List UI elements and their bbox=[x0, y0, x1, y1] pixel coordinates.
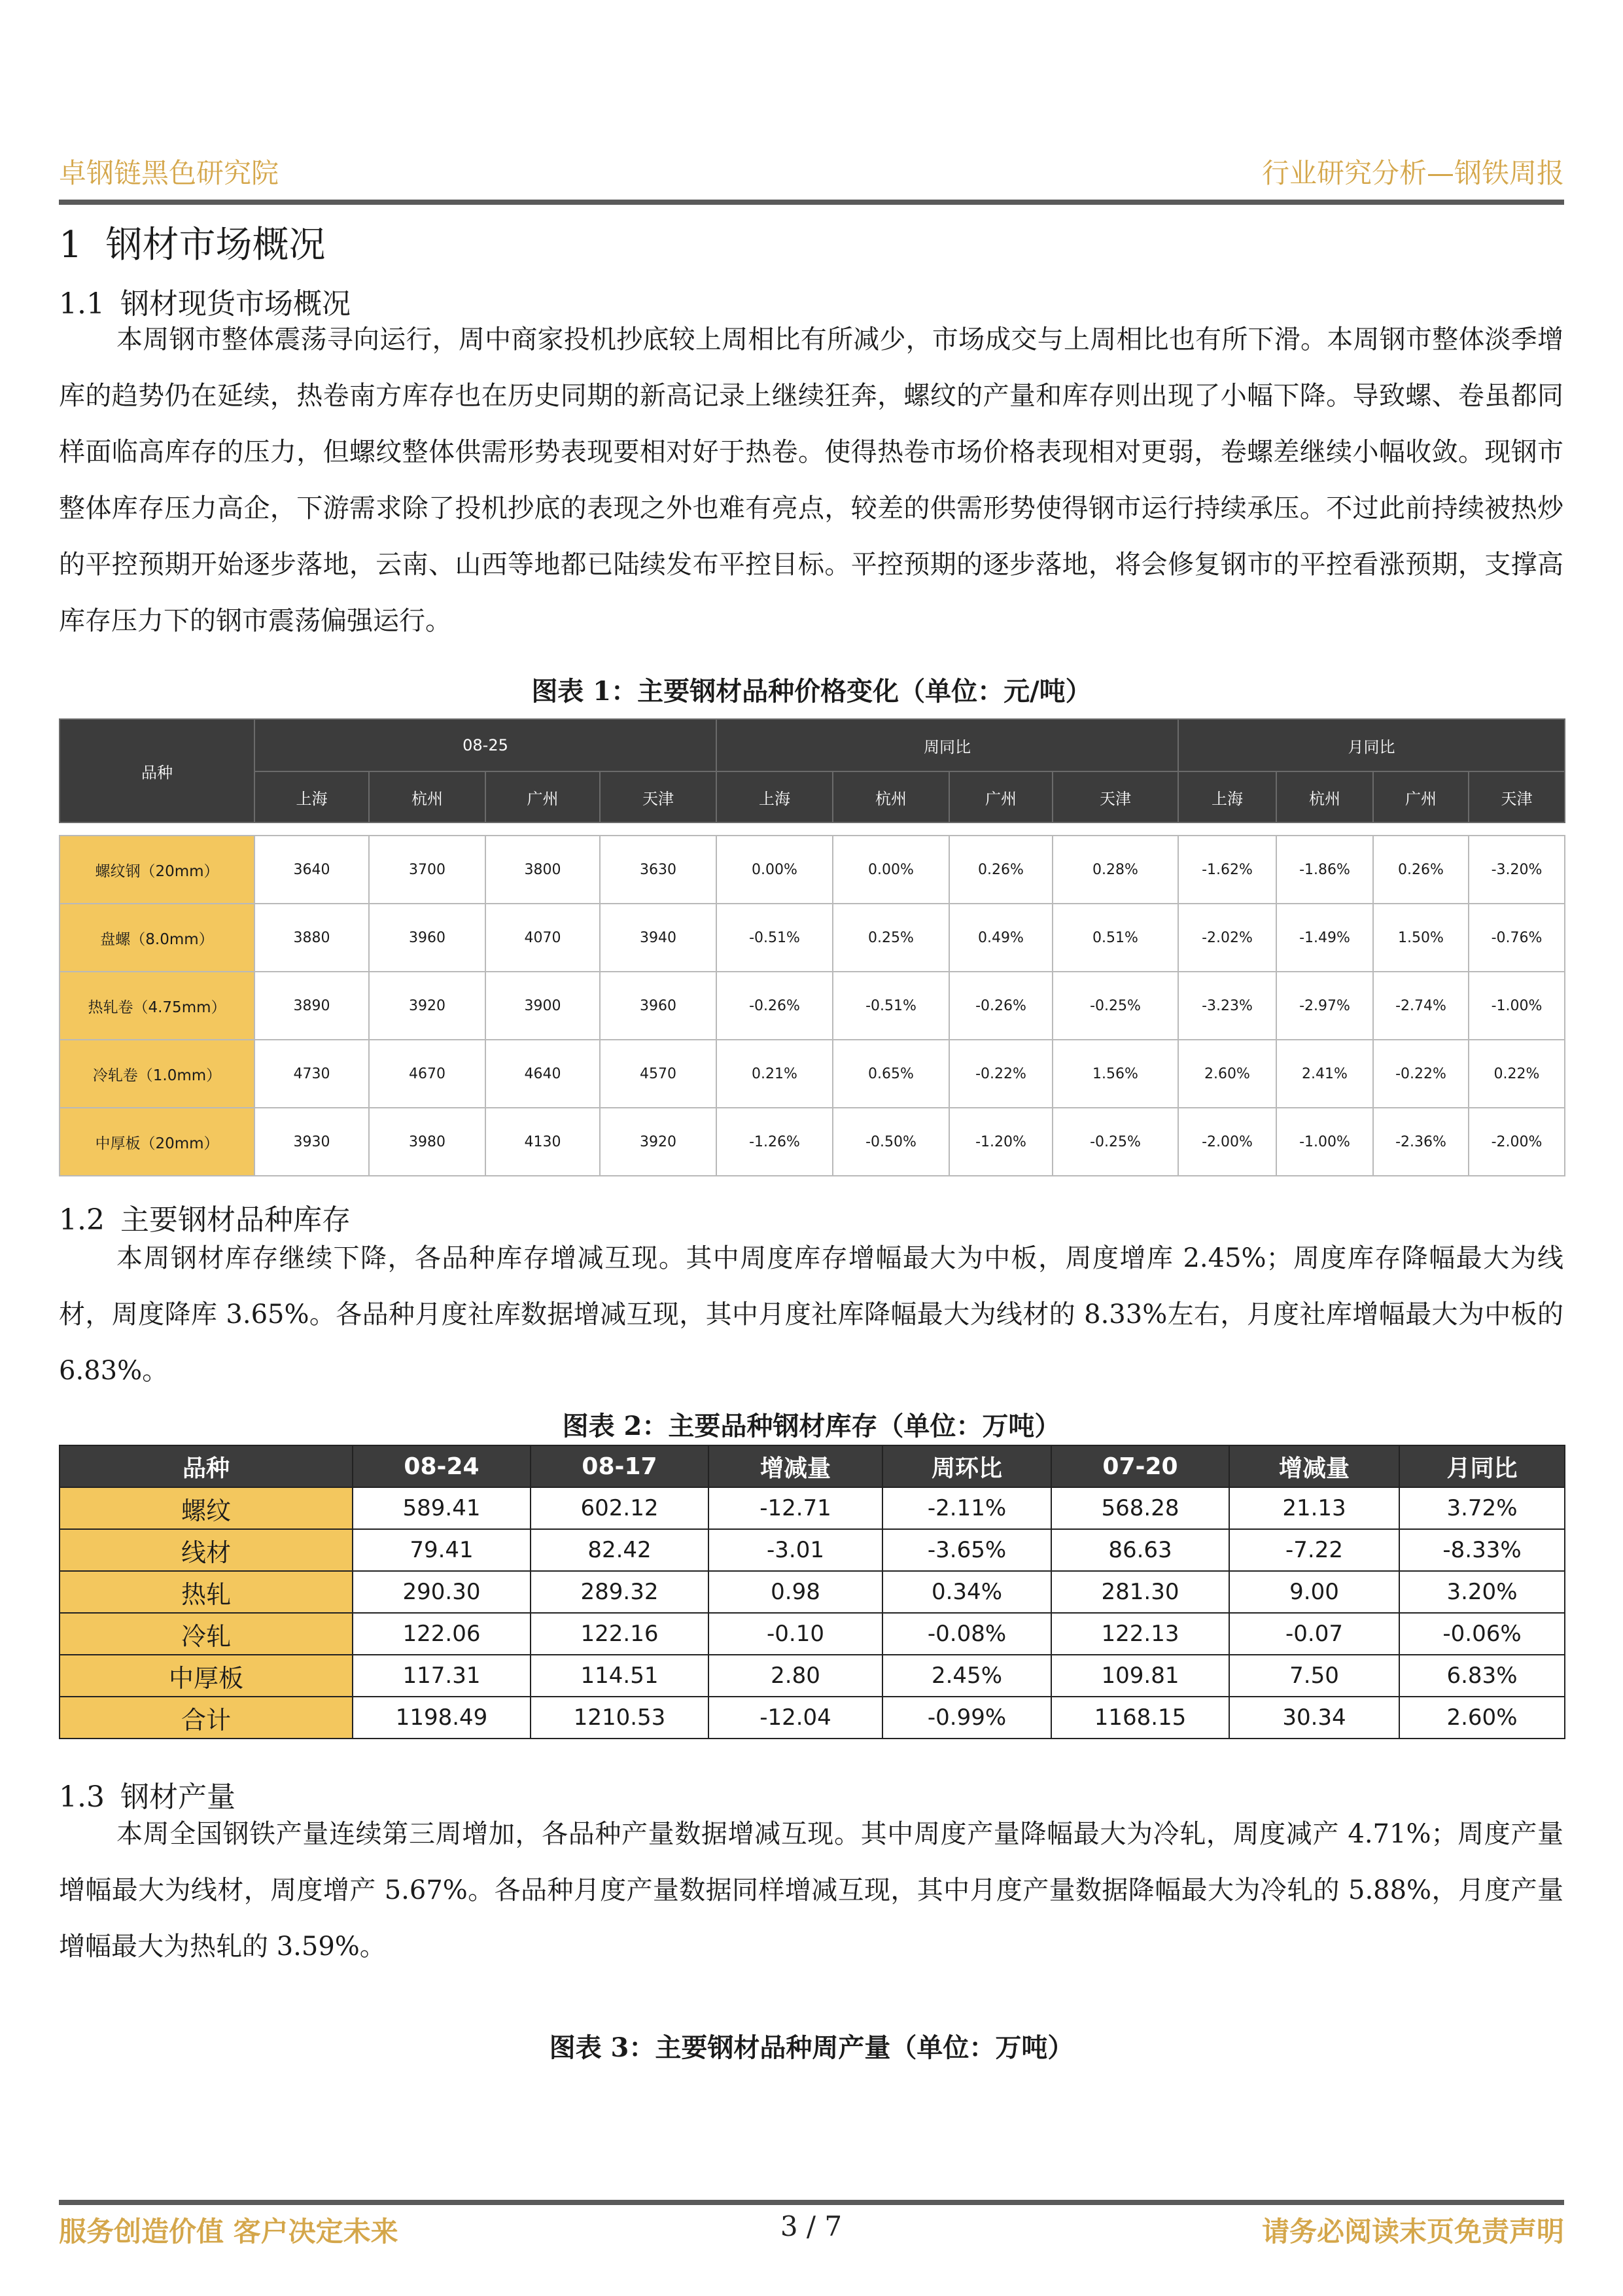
value-cell: 2.41% bbox=[1276, 1040, 1373, 1108]
col-header-variety: 品种 bbox=[60, 719, 254, 822]
value-cell: -3.20% bbox=[1469, 836, 1565, 904]
col-header: 周环比 bbox=[882, 1445, 1051, 1487]
group-header-wow: 周同比 bbox=[716, 719, 1178, 771]
col-header: 月同比 bbox=[1399, 1445, 1565, 1487]
value-cell: 3.20% bbox=[1399, 1571, 1565, 1613]
value-cell: -1.00% bbox=[1276, 1108, 1373, 1176]
col-header-city: 上海 bbox=[716, 771, 833, 822]
col-header-city: 广州 bbox=[485, 771, 600, 822]
value-cell: 7.50 bbox=[1229, 1655, 1399, 1697]
value-cell: 3960 bbox=[369, 904, 485, 972]
group-header-date: 08-25 bbox=[254, 719, 716, 771]
value-cell: 3.72% bbox=[1399, 1487, 1565, 1529]
value-cell: 2.60% bbox=[1178, 1040, 1276, 1108]
variety-cell: 合计 bbox=[60, 1697, 353, 1739]
value-cell: 568.28 bbox=[1051, 1487, 1229, 1529]
value-cell: 3920 bbox=[369, 972, 485, 1040]
header-divider bbox=[59, 200, 1564, 205]
value-cell: -0.76% bbox=[1469, 904, 1565, 972]
value-cell: -0.08% bbox=[882, 1613, 1051, 1655]
value-cell: -1.86% bbox=[1276, 836, 1373, 904]
value-cell: 0.28% bbox=[1053, 836, 1178, 904]
value-cell: 1210.53 bbox=[531, 1697, 708, 1739]
value-cell: 122.13 bbox=[1051, 1613, 1229, 1655]
value-cell: 4640 bbox=[485, 1040, 600, 1108]
value-cell: -2.74% bbox=[1373, 972, 1469, 1040]
footer-slogan: 服务创造价值 客户决定未来 bbox=[59, 2216, 398, 2248]
col-header-city: 杭州 bbox=[1276, 771, 1373, 822]
value-cell: 1.50% bbox=[1373, 904, 1469, 972]
value-cell: 0.21% bbox=[716, 1040, 833, 1108]
page-number: 3 / 7 bbox=[780, 2210, 843, 2242]
table-3-caption: 图表 3：主要钢材品种周产量（单位：万吨） bbox=[549, 2032, 1074, 2063]
value-cell: 290.30 bbox=[353, 1571, 531, 1613]
col-header-city: 天津 bbox=[600, 771, 716, 822]
table-row bbox=[60, 836, 1565, 904]
section-1-heading bbox=[59, 216, 325, 268]
value-cell: 3700 bbox=[369, 836, 485, 904]
value-cell: 9.00 bbox=[1229, 1571, 1399, 1613]
variety-cell: 热轧卷（4.75mm） bbox=[60, 972, 254, 1040]
value-cell: 4570 bbox=[600, 1040, 716, 1108]
value-cell: 30.34 bbox=[1229, 1697, 1399, 1739]
value-cell: -3.65% bbox=[882, 1529, 1051, 1571]
footer-disclaimer-note: 请务必阅读末页免责声明 bbox=[1261, 2216, 1564, 2248]
value-cell: 589.41 bbox=[353, 1487, 531, 1529]
value-cell: 122.06 bbox=[353, 1613, 531, 1655]
value-cell: 0.49% bbox=[949, 904, 1053, 972]
table-2-caption: 图表 2：主要品种钢材库存（单位：万吨） bbox=[562, 1411, 1061, 1441]
value-cell: -0.06% bbox=[1399, 1613, 1565, 1655]
value-cell: 3800 bbox=[485, 836, 600, 904]
value-cell: 3920 bbox=[600, 1108, 716, 1176]
value-cell: 1198.49 bbox=[353, 1697, 531, 1739]
section-title: 主要钢材品种库存 bbox=[120, 1203, 351, 1237]
variety-cell: 盘螺（8.0mm） bbox=[60, 904, 254, 972]
variety-cell: 螺纹钢（20mm） bbox=[60, 836, 254, 904]
section-number: 1.1 bbox=[59, 287, 105, 321]
variety-cell: 中厚板 bbox=[60, 1655, 353, 1697]
value-cell: 86.63 bbox=[1051, 1529, 1229, 1571]
value-cell: -2.00% bbox=[1469, 1108, 1565, 1176]
value-cell: -2.00% bbox=[1178, 1108, 1276, 1176]
section-1-2-paragraph: 本周钢材库存继续下降，各品种库存增减互现。其中周度库存增幅最大为中板，周度增库 2.45%；周度库存降幅最大为线材，周度降库 3.65%。各品种月度社库数据增减互现，其中月度社库降幅最大为线材的 8.33%左右，月度社库增幅最大为中板的 6.83%。 bbox=[59, 1243, 1563, 1386]
value-cell: 1168.15 bbox=[1051, 1697, 1229, 1739]
value-cell: 3960 bbox=[600, 972, 716, 1040]
price-table bbox=[59, 718, 1565, 1176]
table-row bbox=[60, 1487, 1565, 1529]
col-header-city: 天津 bbox=[1053, 771, 1178, 822]
section-number: 1.2 bbox=[59, 1203, 105, 1237]
table-row bbox=[60, 972, 1565, 1040]
variety-cell: 线材 bbox=[60, 1529, 353, 1571]
value-cell: 79.41 bbox=[353, 1529, 531, 1571]
value-cell: 82.42 bbox=[531, 1529, 708, 1571]
col-header: 品种 bbox=[60, 1445, 353, 1487]
col-header: 增减量 bbox=[708, 1445, 882, 1487]
header-org-name: 卓钢链黑色研究院 bbox=[59, 157, 279, 189]
variety-cell: 中厚板（20mm） bbox=[60, 1108, 254, 1176]
value-cell: 3880 bbox=[254, 904, 369, 972]
value-cell: 0.65% bbox=[833, 1040, 949, 1108]
value-cell: -1.49% bbox=[1276, 904, 1373, 972]
value-cell: -7.22 bbox=[1229, 1529, 1399, 1571]
value-cell: 114.51 bbox=[531, 1655, 708, 1697]
table-row bbox=[60, 904, 1565, 972]
value-cell: -2.97% bbox=[1276, 972, 1373, 1040]
value-cell: -3.23% bbox=[1178, 972, 1276, 1040]
value-cell: -1.26% bbox=[716, 1108, 833, 1176]
value-cell: 0.26% bbox=[1373, 836, 1469, 904]
value-cell: 0.51% bbox=[1053, 904, 1178, 972]
value-cell: -0.07 bbox=[1229, 1613, 1399, 1655]
value-cell: -0.10 bbox=[708, 1613, 882, 1655]
value-cell: 3940 bbox=[600, 904, 716, 972]
value-cell: -0.50% bbox=[833, 1108, 949, 1176]
col-header: 07-20 bbox=[1051, 1445, 1229, 1487]
value-cell: -0.25% bbox=[1053, 972, 1178, 1040]
value-cell: 3930 bbox=[254, 1108, 369, 1176]
value-cell: -1.00% bbox=[1469, 972, 1565, 1040]
value-cell: 3900 bbox=[485, 972, 600, 1040]
table-1-caption: 图表 1：主要钢材品种价格变化（单位：元/吨） bbox=[531, 676, 1092, 707]
value-cell: 0.22% bbox=[1469, 1040, 1565, 1108]
variety-cell: 螺纹 bbox=[60, 1487, 353, 1529]
value-cell: 3630 bbox=[600, 836, 716, 904]
value-cell: 122.16 bbox=[531, 1613, 708, 1655]
table-row bbox=[60, 1108, 1565, 1176]
section-title: 钢材产量 bbox=[120, 1780, 236, 1814]
section-number: 1 bbox=[59, 224, 82, 266]
value-cell: 21.13 bbox=[1229, 1487, 1399, 1529]
value-cell: -0.22% bbox=[949, 1040, 1053, 1108]
value-cell: 0.00% bbox=[716, 836, 833, 904]
table-row bbox=[60, 1613, 1565, 1655]
value-cell: -0.25% bbox=[1053, 1108, 1178, 1176]
value-cell: -3.01 bbox=[708, 1529, 882, 1571]
value-cell: 0.25% bbox=[833, 904, 949, 972]
variety-cell: 冷轧卷（1.0mm） bbox=[60, 1040, 254, 1108]
value-cell: -12.71 bbox=[708, 1487, 882, 1529]
value-cell: -8.33% bbox=[1399, 1529, 1565, 1571]
value-cell: -2.02% bbox=[1178, 904, 1276, 972]
variety-cell: 冷轧 bbox=[60, 1613, 353, 1655]
value-cell: -1.62% bbox=[1178, 836, 1276, 904]
value-cell: 3980 bbox=[369, 1108, 485, 1176]
value-cell: 289.32 bbox=[531, 1571, 708, 1613]
table-row bbox=[60, 1697, 1565, 1739]
value-cell: -12.04 bbox=[708, 1697, 882, 1739]
value-cell: 109.81 bbox=[1051, 1655, 1229, 1697]
value-cell: 0.98 bbox=[708, 1571, 882, 1613]
value-cell: 4070 bbox=[485, 904, 600, 972]
value-cell: 4730 bbox=[254, 1040, 369, 1108]
value-cell: -2.36% bbox=[1373, 1108, 1469, 1176]
col-header-city: 天津 bbox=[1469, 771, 1565, 822]
value-cell: 602.12 bbox=[531, 1487, 708, 1529]
section-1-1-paragraph: 本周钢市整体震荡寻向运行，周中商家投机抄底较上周相比有所减少，市场成交与上周相比也有所下滑。本周钢市整体淡季增库的趋势仍在延续，热卷南方库存也在历史同期的新高记录上继续狂奔，螺纹的产量和库存则出现了小幅下降。导致螺、卷虽都同样面临高库存的压力，但螺纹整体供需形势表现要相对好于热卷。使得热卷市场价格表现相对更弱，卷螺差继续小幅收敛。现钢市整体库存压力高企，下游需求除了投机抄底的表现之外也难有亮点，较差的供需形势使得钢市运行持续承压。不过此前持续被热炒的平控预期开始逐步落地，云南、山西等地都已陆续发布平控目标。平控预期的逐步落地，将会修复钢市的平控看涨预期，支撑高库存压力下的钢市震荡偏强运行。 bbox=[59, 325, 1563, 636]
value-cell: 1.56% bbox=[1053, 1040, 1178, 1108]
value-cell: 2.80 bbox=[708, 1655, 882, 1697]
value-cell: -0.22% bbox=[1373, 1040, 1469, 1108]
value-cell: 3640 bbox=[254, 836, 369, 904]
value-cell: 0.00% bbox=[833, 836, 949, 904]
value-cell: 3890 bbox=[254, 972, 369, 1040]
inventory-table bbox=[59, 1445, 1565, 1739]
value-cell: 0.34% bbox=[882, 1571, 1051, 1613]
col-header-city: 广州 bbox=[949, 771, 1053, 822]
value-cell: 281.30 bbox=[1051, 1571, 1229, 1613]
col-header-city: 广州 bbox=[1373, 771, 1469, 822]
section-title: 钢材市场概况 bbox=[105, 224, 326, 266]
section-number: 1.3 bbox=[59, 1780, 105, 1814]
value-cell: -0.51% bbox=[833, 972, 949, 1040]
table-row bbox=[60, 1655, 1565, 1697]
value-cell: 0.26% bbox=[949, 836, 1053, 904]
value-cell: 2.45% bbox=[882, 1655, 1051, 1697]
value-cell: 6.83% bbox=[1399, 1655, 1565, 1697]
value-cell: 2.60% bbox=[1399, 1697, 1565, 1739]
value-cell: -0.51% bbox=[716, 904, 833, 972]
value-cell: -0.99% bbox=[882, 1697, 1051, 1739]
table-row bbox=[60, 1529, 1565, 1571]
group-header-mom: 月同比 bbox=[1178, 719, 1565, 771]
value-cell: 4670 bbox=[369, 1040, 485, 1108]
col-header-city: 上海 bbox=[1178, 771, 1276, 822]
section-title: 钢材现货市场概况 bbox=[120, 287, 351, 321]
section-1-3-paragraph: 本周全国钢铁产量连续第三周增加，各品种产量数据增减互现。其中周度产量降幅最大为冷轧，周度减产 4.71%；周度产量增幅最大为线材，周度增产 5.67%。各品种月度产量数据同样增减互现，其中月度产量数据降幅最大为冷轧的 5.88%，月度产量增幅最大为热轧的 3.59%。 bbox=[59, 1819, 1563, 1962]
header-report-type: 行业研究分析—钢铁周报 bbox=[1261, 157, 1564, 189]
col-header-city: 杭州 bbox=[369, 771, 485, 822]
col-header-city: 杭州 bbox=[833, 771, 949, 822]
variety-cell: 热轧 bbox=[60, 1571, 353, 1613]
value-cell: -0.26% bbox=[949, 972, 1053, 1040]
value-cell: -1.20% bbox=[949, 1108, 1053, 1176]
value-cell: 4130 bbox=[485, 1108, 600, 1176]
value-cell: -0.26% bbox=[716, 972, 833, 1040]
table-row bbox=[60, 1040, 1565, 1108]
table-row bbox=[60, 1571, 1565, 1613]
value-cell: 117.31 bbox=[353, 1655, 531, 1697]
col-header-city: 上海 bbox=[254, 771, 369, 822]
col-header: 增减量 bbox=[1229, 1445, 1399, 1487]
footer-divider bbox=[59, 2200, 1564, 2205]
col-header: 08-24 bbox=[353, 1445, 531, 1487]
col-header: 08-17 bbox=[531, 1445, 708, 1487]
value-cell: -2.11% bbox=[882, 1487, 1051, 1529]
